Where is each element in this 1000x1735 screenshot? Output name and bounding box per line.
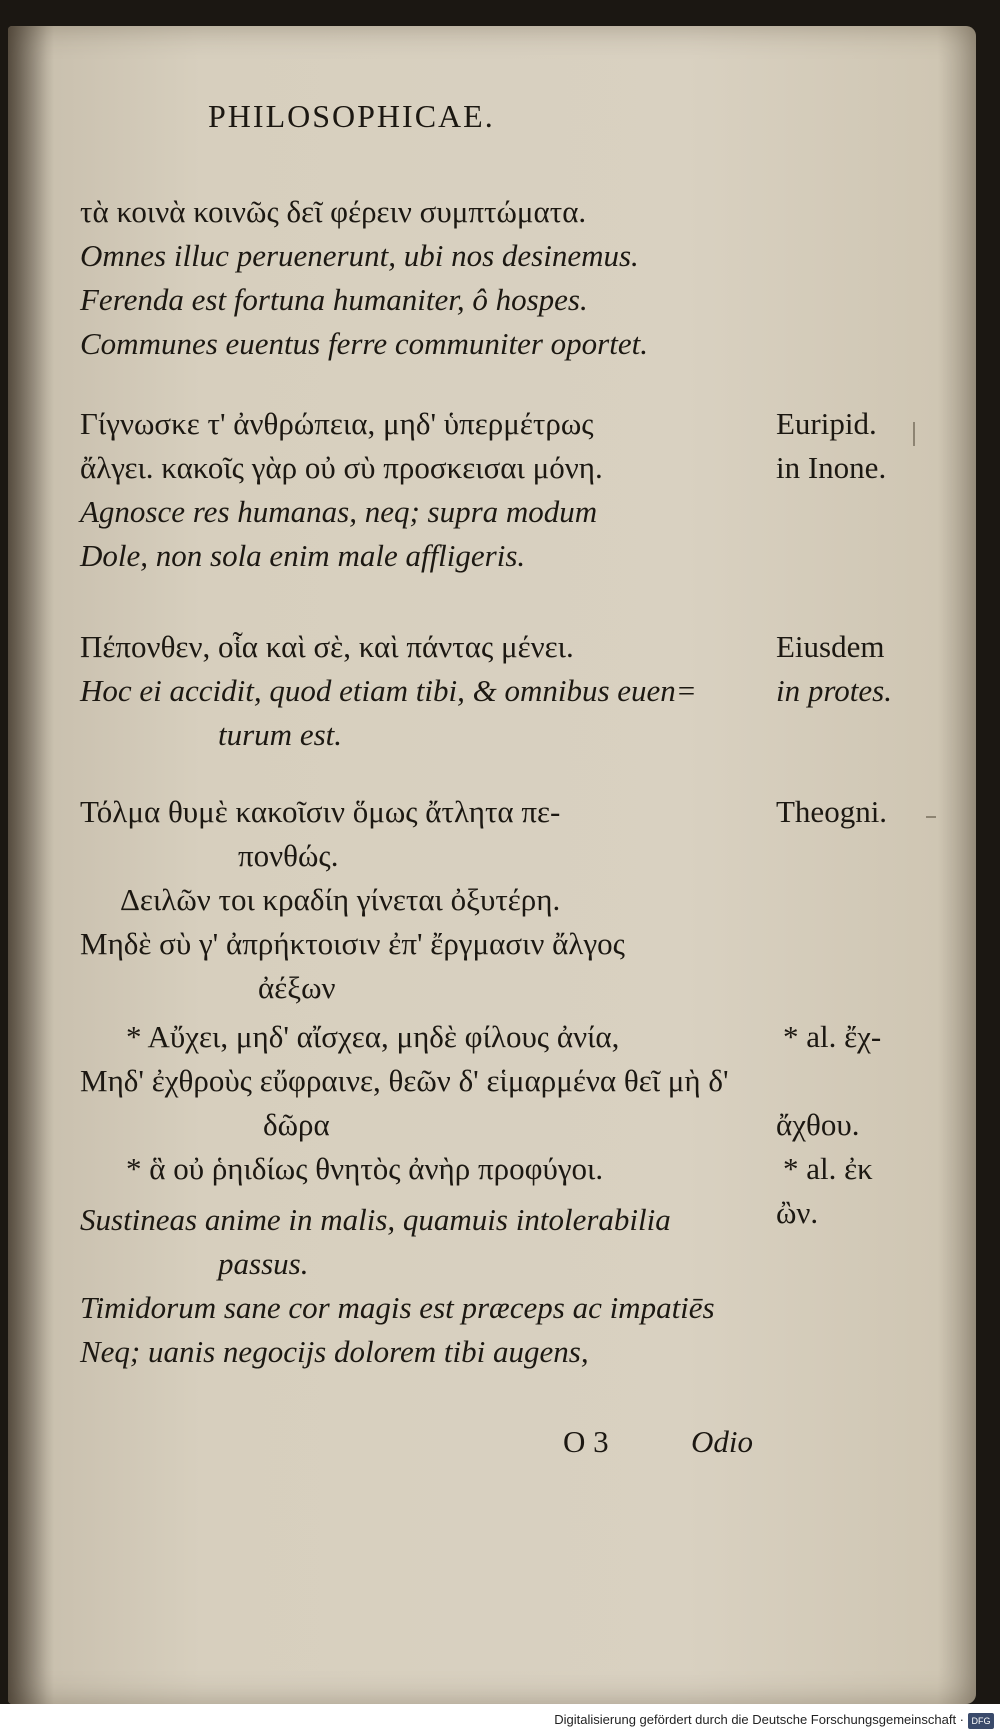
margin-note: in protes.: [776, 673, 892, 708]
text-line: δῶρα: [263, 1107, 330, 1142]
text-line: * ἃ οὐ ῥηιδίως θνητὸς ἀνὴρ προφύγοι.: [126, 1151, 604, 1186]
margin-note: Theogni.: [776, 794, 888, 829]
page-edge-mark: [926, 816, 936, 818]
margin-note: * al. ἐκ: [783, 1151, 873, 1186]
dfg-logo: DFG: [968, 1713, 994, 1729]
margin-note: in Inone.: [776, 450, 887, 485]
text-line: πονθώς.: [238, 838, 339, 873]
text-line: Ferenda est fortuna humaniter, ô hospes.: [80, 282, 588, 317]
text-line: Dole, non sola enim male affligeris.: [80, 538, 526, 573]
margin-note: ὢν.: [776, 1195, 819, 1230]
margin-note: Eiusdem: [776, 629, 885, 664]
text-line: passus.: [218, 1246, 309, 1281]
signature-mark: O 3: [563, 1424, 609, 1459]
margin-note: Euripid.: [776, 406, 877, 441]
text-line: Δειλῶν τοι κραδίη γίνεται ὀξυτέρη.: [120, 882, 561, 917]
text-line: Μηδ' ἐχθροὺς εὔφραινε, θεῶν δ' εἱμαρμένα θεῖ μὴ δ': [80, 1063, 729, 1098]
text-line: ἄλγει. κακοῖς γὰρ οὐ σὺ προσκεισαι μόνη.: [80, 450, 603, 485]
funding-notice: Digitalisierung gefördert durch die Deutsche Forschungsgemeinschaft ·: [554, 1712, 964, 1727]
text-line: Hoc ei accidit, quod etiam tibi, & omnibus euen=: [80, 673, 697, 708]
margin-note: * al. ἔχ-: [783, 1019, 882, 1054]
text-line: Γίγνωσκε τ' ἀνθρώπεια, μηδ' ὑπερμέτρως: [80, 406, 594, 441]
text-line: Omnes illuc peruenerunt, ubi nos desinemus.: [80, 238, 639, 273]
text-line: Πέπονθεν, οἷα καὶ σὲ, καὶ πάντας μένει.: [80, 629, 574, 664]
footer-bar: [0, 1704, 1000, 1735]
margin-note: ἄχθου.: [776, 1107, 860, 1142]
text-line: * Αὔχει, μηδ' αἴσχεα, μηδὲ φίλους ἀνία,: [126, 1019, 620, 1054]
text-line: turum est.: [218, 717, 342, 752]
page-edge-mark: [913, 422, 915, 446]
text-line: Neq; uanis negocijs dolorem tibi augens,: [80, 1334, 589, 1369]
spine-shadow: [8, 26, 54, 1704]
text-line: Sustineas anime in malis, quamuis intolerabilia: [80, 1202, 671, 1237]
text-line: Communes euentus ferre communiter oportet.: [80, 326, 648, 361]
text-line: ἀέξων: [258, 970, 336, 1005]
text-line: Μηδὲ σὺ γ' ἀπρήκτοισιν ἐπ' ἔργμασιν ἄλγος: [80, 926, 625, 961]
text-line: Timidorum sane cor magis est præceps ac impatiēs: [80, 1290, 715, 1325]
text-line: Agnosce res humanas, neq; supra modum: [80, 494, 598, 529]
running-header: PHILOSOPHICAE.: [208, 98, 495, 134]
catchword: Odio: [691, 1424, 753, 1459]
text-line: Τόλμα θυμὲ κακοῖσιν ὅμως ἄτλητα πε-: [80, 794, 561, 829]
book-page: [8, 26, 976, 1704]
text-line: τὰ κοινὰ κοινῶς δεῖ φέρειν συμπτώματα.: [80, 194, 587, 229]
